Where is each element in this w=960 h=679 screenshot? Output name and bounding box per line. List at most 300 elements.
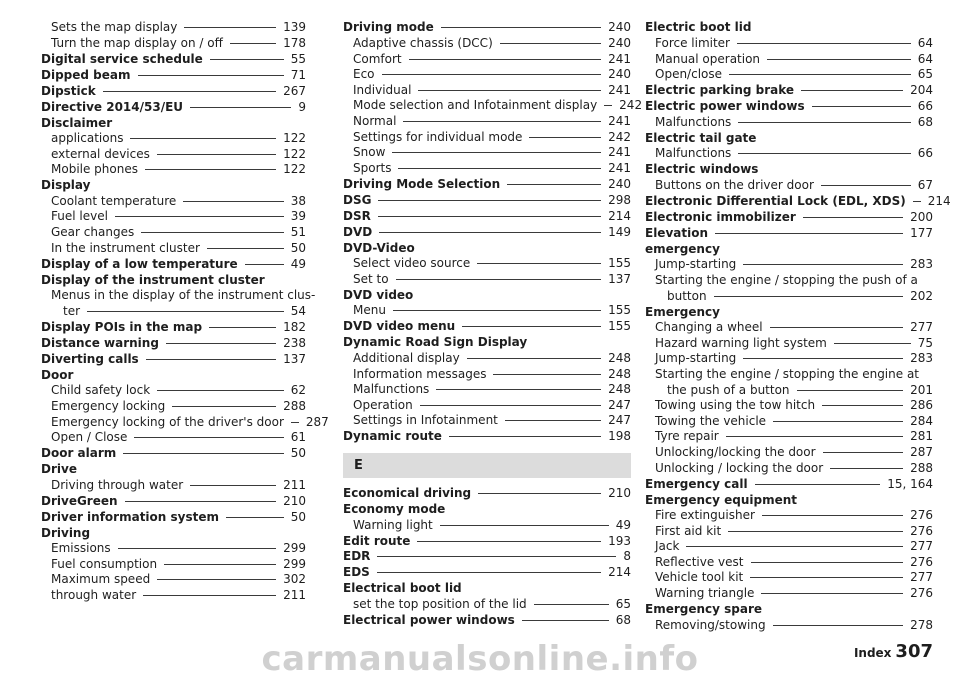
entry-term: Electric windows — [645, 162, 759, 177]
index-subentry — [41, 131, 306, 147]
leader-line — [378, 216, 601, 217]
watermark: carmanualsonline.info — [261, 638, 699, 679]
entry-page-number: 299 — [283, 541, 306, 556]
index-entry — [645, 20, 933, 36]
index-entry — [645, 242, 933, 258]
index-subentry — [41, 194, 306, 210]
leader-line — [773, 625, 904, 626]
leader-line — [115, 216, 284, 217]
entry-page-number: 241 — [608, 145, 631, 160]
index-subentry — [343, 398, 631, 414]
entry-page-number: 277 — [910, 320, 933, 335]
index-subentry — [41, 20, 306, 36]
entry-page-number: 155 — [608, 256, 631, 271]
index-entry — [41, 526, 306, 542]
entry-term: Emergency — [645, 304, 720, 319]
entry-page-number: 278 — [910, 617, 933, 632]
index-subentry — [41, 36, 306, 52]
leader-line — [801, 90, 903, 91]
entry-term: Display — [41, 178, 91, 193]
index-subentry — [343, 52, 631, 68]
entry-term: Hazard warning light system — [655, 335, 827, 350]
index-subentry — [645, 273, 933, 289]
entry-term: Towing using the tow hitch — [655, 398, 816, 413]
entry-term: Driving — [41, 525, 91, 540]
entry-term: applications — [51, 131, 124, 146]
entry-page-number: 281 — [910, 429, 933, 444]
index-entry — [41, 273, 306, 289]
index-subentry — [645, 461, 933, 477]
leader-line — [409, 59, 601, 60]
entry-page-number: 67 — [917, 177, 933, 192]
leader-line — [125, 501, 277, 502]
entry-term: Electronic immobilizer — [645, 209, 796, 224]
entry-term: Select video source — [353, 256, 471, 271]
entry-term: Fire extinguisher — [655, 508, 755, 523]
index-subentry — [343, 351, 631, 367]
index-subentry — [645, 367, 933, 383]
index-entry — [645, 131, 933, 147]
entry-term: DSR — [343, 208, 371, 223]
index-subentry — [645, 67, 933, 83]
entry-term: Disclaimer — [41, 115, 113, 130]
entry-page-number: 137 — [283, 351, 306, 366]
entry-term: Open/close — [655, 67, 723, 82]
index-entry — [41, 462, 306, 478]
index-subentry — [41, 541, 306, 557]
entry-term: Sets the map display — [51, 20, 178, 34]
index-subentry — [645, 52, 933, 68]
entry-term: Door — [41, 367, 74, 382]
entry-term: Coolant temperature — [51, 193, 177, 208]
leader-line — [164, 564, 276, 565]
leader-line — [145, 169, 276, 170]
entry-term: Emergency equipment — [645, 492, 798, 507]
leader-line — [478, 493, 601, 494]
entry-term: set the top position of the lid — [353, 597, 527, 612]
entry-page-number: 122 — [283, 146, 306, 161]
entry-page-number: 211 — [283, 588, 306, 603]
entry-page-number: 241 — [608, 82, 631, 97]
leader-line — [377, 556, 616, 557]
entry-page-number: 298 — [608, 192, 631, 207]
entry-page-number: 238 — [283, 335, 306, 350]
entry-term: Display POIs in the map — [41, 319, 203, 334]
entry-page-number: 247 — [608, 413, 631, 428]
index-entry — [645, 83, 933, 99]
entry-term: Driver information system — [41, 509, 219, 524]
entry-term: First aid kit — [655, 523, 722, 538]
entry-page-number: 214 — [927, 193, 951, 208]
entry-term: Buttons on the driver door — [655, 177, 814, 192]
index-entry — [343, 565, 631, 581]
entry-term: Unlocking/locking the door — [655, 444, 816, 459]
index-subentry — [343, 303, 631, 319]
leader-line — [834, 343, 911, 344]
entry-term: Electrical boot lid — [343, 581, 462, 596]
section-letter-heading — [343, 453, 631, 478]
index-subentry — [41, 399, 306, 415]
leader-line — [118, 548, 276, 549]
index-entry — [645, 210, 933, 226]
leader-line — [821, 185, 911, 186]
entry-page-number: 68 — [917, 114, 933, 129]
entry-term: Reflective vest — [655, 554, 744, 569]
entry-page-number: 241 — [608, 113, 631, 128]
index-subentry — [41, 288, 316, 304]
index-subentry — [41, 478, 306, 494]
index-subentry — [645, 383, 933, 399]
entry-term: DVD video — [343, 287, 414, 302]
index-subentry — [343, 256, 631, 272]
leader-line — [743, 264, 903, 265]
entry-page-number: 241 — [608, 51, 631, 66]
entry-page-number: 284 — [910, 413, 933, 428]
index-subentry — [343, 114, 631, 130]
entry-term: Electric boot lid — [645, 20, 752, 35]
index-entry — [343, 534, 631, 550]
index-subentry — [343, 83, 631, 99]
index-subentry — [41, 572, 306, 588]
leader-line — [462, 326, 601, 327]
entry-page-number: 137 — [608, 271, 631, 286]
leader-line — [762, 515, 903, 516]
entry-term: Digital service schedule — [41, 51, 203, 66]
entry-term: Jump-starting — [655, 257, 737, 272]
index-subentry — [343, 272, 631, 288]
index-entry — [343, 225, 631, 241]
entry-term: Emergency locking — [51, 398, 166, 413]
leader-line — [726, 436, 903, 437]
entry-term: Diverting calls — [41, 351, 139, 366]
entry-term: emergency — [645, 241, 720, 256]
index-entry — [41, 494, 306, 510]
entry-page-number: 49 — [615, 517, 631, 532]
entry-page-number: 287 — [305, 414, 329, 429]
entry-term: Starting the engine / stopping the push of a — [655, 273, 918, 288]
entry-term: EDR — [343, 549, 371, 564]
index-entry — [41, 368, 306, 384]
entry-term: the push of a button — [667, 382, 790, 397]
leader-line — [230, 43, 276, 44]
index-entry — [41, 84, 306, 100]
entry-term: Force limiter — [655, 35, 730, 50]
leader-line — [797, 390, 904, 391]
entry-page-number: 15, 164 — [887, 476, 933, 491]
index-subentry — [343, 67, 631, 83]
index-entry — [41, 336, 306, 352]
leader-line — [134, 437, 283, 438]
index-subentry — [343, 161, 631, 177]
index-entry — [645, 305, 933, 321]
entry-term: Towing the vehicle — [655, 413, 767, 428]
leader-line — [522, 620, 609, 621]
entry-page-number: 8 — [623, 549, 631, 564]
entry-page-number: 51 — [290, 225, 306, 240]
leader-line — [143, 595, 276, 596]
index-subentry — [645, 257, 933, 273]
entry-term: Additional display — [353, 350, 460, 365]
entry-term: Directive 2014/53/EU — [41, 99, 184, 114]
footer-section-label: Index — [853, 646, 892, 660]
entry-term: Emergency spare — [645, 602, 763, 617]
entry-page-number: 66 — [917, 146, 933, 161]
entry-page-number: 240 — [608, 20, 631, 35]
entry-page-number: 122 — [283, 162, 306, 177]
index-subentry — [41, 209, 306, 225]
entry-term: Driving through water — [51, 477, 184, 492]
leader-line — [190, 107, 291, 108]
leader-line — [103, 91, 276, 92]
index-subentry — [645, 289, 933, 305]
entry-term: Menus in the display of the instrument clus- — [51, 288, 316, 303]
entry-page-number: 39 — [290, 209, 306, 224]
entry-term: Settings for individual mode — [353, 129, 523, 144]
leader-line — [714, 296, 904, 297]
index-subentry — [343, 98, 643, 114]
entry-term: Normal — [353, 113, 397, 128]
entry-term: Display of the instrument cluster — [41, 272, 265, 287]
index-subentry — [343, 382, 631, 398]
index-subentry — [343, 597, 631, 613]
leader-line — [823, 452, 904, 453]
entry-page-number: 302 — [283, 572, 306, 587]
entry-page-number: 68 — [615, 613, 631, 628]
entry-term: Eco — [353, 67, 375, 82]
index-column-2 — [343, 20, 643, 629]
entry-term: Dynamic route — [343, 429, 442, 444]
leader-line — [534, 604, 609, 605]
index-subentry — [645, 351, 933, 367]
entry-term: Turn the map display on / off — [51, 35, 223, 50]
entry-term: Operation — [353, 397, 413, 412]
entry-term: external devices — [51, 146, 150, 161]
index-entry — [645, 193, 951, 210]
leader-line — [245, 264, 284, 265]
leader-line — [417, 541, 601, 542]
leader-line — [467, 358, 601, 359]
index-entry — [343, 288, 631, 304]
entry-term: Warning light — [353, 517, 433, 532]
leader-line — [812, 106, 911, 107]
entry-term: Set to — [353, 271, 389, 286]
leader-line — [755, 484, 881, 485]
entry-term: Settings in Infotainment — [353, 413, 498, 428]
leader-line — [440, 525, 609, 526]
index-entry — [41, 352, 306, 368]
leader-line — [190, 485, 276, 486]
entry-page-number: 50 — [290, 240, 306, 255]
leader-line — [172, 406, 276, 407]
entry-term: Tyre repair — [655, 429, 719, 444]
entry-term: Edit route — [343, 533, 411, 548]
entry-page-number: 202 — [910, 288, 933, 303]
entry-term: Driving Mode Selection — [343, 176, 501, 191]
entry-page-number: 210 — [283, 493, 306, 508]
entry-term: Changing a wheel — [655, 320, 763, 335]
entry-page-number: 299 — [283, 556, 306, 571]
index-subentry — [41, 241, 306, 257]
entry-term: EDS — [343, 565, 370, 580]
entry-page-number: 65 — [917, 67, 933, 82]
entry-page-number: 182 — [283, 319, 306, 334]
entry-page-number: 50 — [290, 509, 306, 524]
leader-line — [743, 358, 903, 359]
leader-line — [157, 390, 284, 391]
leader-line — [138, 75, 284, 76]
entry-term: Electric tail gate — [645, 130, 757, 145]
entry-term: Malfunctions — [353, 382, 430, 397]
entry-term: Emergency call — [645, 476, 748, 491]
entry-term: Malfunctions — [655, 114, 732, 129]
leader-line — [396, 279, 602, 280]
entry-page-number: 200 — [910, 209, 933, 224]
index-entry — [645, 602, 933, 618]
leader-line — [803, 217, 903, 218]
leader-line — [157, 579, 276, 580]
entry-term: ter — [63, 303, 81, 318]
index-subentry — [645, 570, 933, 586]
leader-line — [398, 168, 601, 169]
index-subentry — [41, 588, 306, 604]
index-subentry — [645, 586, 933, 602]
entry-term: Door alarm — [41, 446, 117, 461]
leader-line — [382, 74, 602, 75]
entry-term: Emissions — [51, 541, 111, 556]
index-entry — [343, 319, 631, 335]
leader-line — [141, 232, 284, 233]
leader-line — [146, 359, 276, 360]
entry-term: Economy mode — [343, 501, 446, 516]
index-entry — [343, 335, 631, 351]
leader-line — [604, 105, 612, 106]
entry-page-number: 276 — [910, 508, 933, 523]
entry-page-number: 240 — [608, 176, 631, 191]
index-subentry — [645, 555, 933, 571]
leader-line — [449, 436, 601, 437]
entry-page-number: 61 — [290, 430, 306, 445]
index-subentry — [41, 557, 306, 573]
entry-term: Electronic Differential Lock (EDL, XDS) — [645, 193, 906, 208]
index-entry — [41, 320, 306, 336]
index-subentry — [41, 304, 306, 320]
entry-page-number: 277 — [910, 570, 933, 585]
entry-term: DSG — [343, 192, 372, 207]
entry-term: Distance warning — [41, 335, 159, 350]
page-number: 307 — [895, 641, 933, 662]
entry-page-number: 276 — [910, 523, 933, 538]
entry-term: through water — [51, 588, 137, 603]
index-entry — [645, 226, 933, 242]
leader-line — [773, 421, 903, 422]
index-subentry — [645, 618, 933, 634]
index-entry — [343, 486, 631, 502]
entry-term: Fuel consumption — [51, 556, 158, 571]
entry-page-number: 210 — [608, 485, 631, 500]
entry-page-number: 241 — [608, 160, 631, 175]
leader-line — [403, 121, 601, 122]
entry-page-number: 49 — [290, 256, 306, 271]
entry-term: Dipstick — [41, 83, 96, 98]
entry-page-number: 204 — [910, 83, 933, 98]
entry-page-number: 288 — [910, 460, 933, 475]
entry-page-number: 178 — [283, 35, 306, 50]
index-entry — [343, 581, 631, 597]
entry-page-number: 286 — [910, 398, 933, 413]
index-subentry — [645, 178, 933, 194]
entry-page-number: 62 — [290, 383, 306, 398]
leader-line — [822, 405, 903, 406]
entry-page-number: 247 — [608, 397, 631, 412]
leader-line — [505, 420, 601, 421]
index-entry — [41, 68, 306, 84]
entry-page-number: 267 — [283, 83, 306, 98]
entry-term: Starting the engine / stopping the engine at — [655, 366, 920, 381]
leader-line — [226, 517, 284, 518]
leader-line — [436, 389, 601, 390]
index-entry — [343, 209, 631, 225]
entry-term: Dynamic Road Sign Display — [343, 335, 528, 350]
entry-page-number: 248 — [608, 350, 631, 365]
leader-line — [210, 59, 284, 60]
leader-line — [477, 263, 601, 264]
entry-page-number: 149 — [608, 224, 631, 239]
leader-line — [130, 138, 276, 139]
index-entry — [41, 510, 306, 526]
entry-term: Driving mode — [343, 20, 434, 35]
entry-page-number: 248 — [608, 382, 631, 397]
entry-term: Removing/stowing — [655, 617, 766, 632]
leader-line — [751, 562, 904, 563]
leader-line — [770, 327, 903, 328]
leader-line — [738, 122, 910, 123]
index-subentry — [41, 225, 306, 241]
index-entry — [41, 257, 306, 273]
leader-line — [166, 343, 276, 344]
index-subentry — [41, 162, 306, 178]
entry-page-number: 64 — [917, 35, 933, 50]
entry-page-number: 276 — [910, 554, 933, 569]
entry-term: Elevation — [645, 225, 709, 240]
leader-line — [830, 468, 903, 469]
section-letter: E — [354, 457, 363, 473]
leader-line — [441, 27, 601, 28]
index-subentry — [343, 413, 631, 429]
leader-line — [157, 154, 276, 155]
entry-page-number: 66 — [917, 99, 933, 114]
entry-page-number: 155 — [608, 303, 631, 318]
entry-term: Jack — [655, 539, 680, 554]
entry-page-number: 122 — [283, 131, 306, 146]
leader-line — [123, 453, 283, 454]
entry-term: DVD — [343, 224, 373, 239]
leader-line — [493, 374, 601, 375]
index-subentry — [41, 147, 306, 163]
index-entry — [645, 162, 933, 178]
entry-page-number: 287 — [910, 444, 933, 459]
entry-term: In the instrument cluster — [51, 240, 200, 255]
entry-term: Unlocking / locking the door — [655, 460, 824, 475]
index-entry — [41, 52, 306, 68]
entry-page-number: 283 — [910, 257, 933, 272]
entry-page-number: 155 — [608, 319, 631, 334]
index-entry — [343, 177, 631, 193]
entry-term: Dipped beam — [41, 67, 131, 82]
leader-line — [87, 311, 284, 312]
leader-line — [728, 531, 903, 532]
entry-page-number: 242 — [608, 129, 631, 144]
entry-term: Information messages — [353, 366, 487, 381]
